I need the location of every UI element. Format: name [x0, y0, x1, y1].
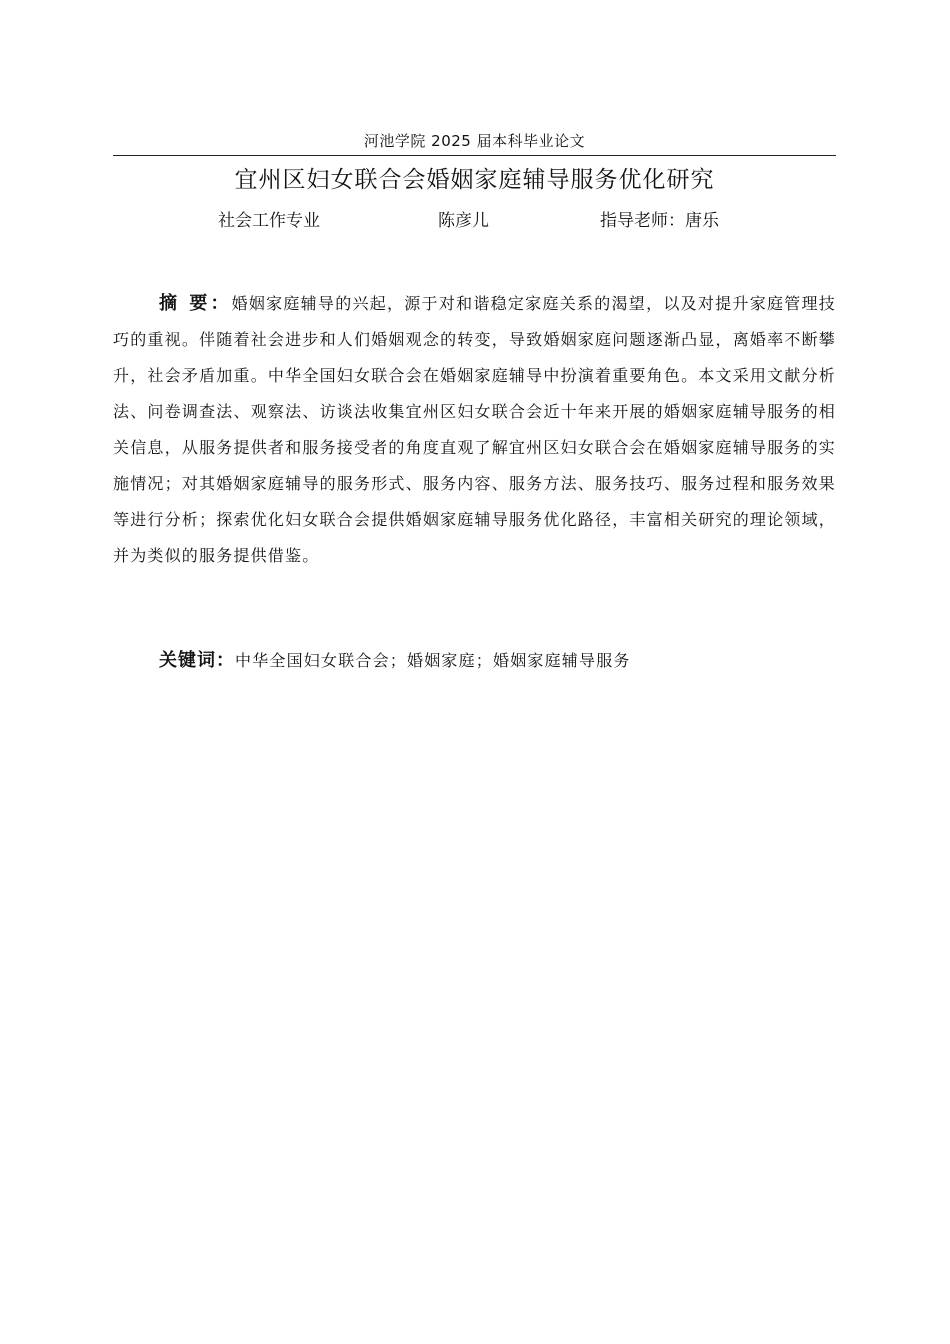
author-major: 社会工作专业 — [218, 211, 320, 231]
header-divider — [113, 155, 836, 156]
keywords-label: 关键词： — [159, 650, 235, 671]
abstract-paragraph — [113, 286, 836, 574]
keywords-line — [159, 646, 836, 676]
author-name: 陈彦儿 — [438, 211, 489, 231]
abstract-text: 婚姻家庭辅导的兴起，源于对和谐稳定家庭关系的渴望，以及对提升家庭管理技巧的重视。伴随着社会进步和人们婚姻观念的转变，导致婚姻家庭问题逐渐凸显，离婚率不断攀升，社会矛盾加重。中华全国妇女联合会在婚姻家庭辅导中扮演着重要角色。本文采用文献分析法、问卷调查法、观察法、访谈法收集宜州区妇女联合会近十年来开展的婚姻家庭辅导服务的相关信息，从服务提供者和服务接受者的角度直观了解宜州区妇女联合会在婚姻家庭辅导服务的实施情况；对其婚姻家庭辅导的服务形式、服务内容、服务方法、服务技巧、服务过程和服务效果等进行分析；探索优化妇女联合会提供婚姻家庭辅导服务优化路径，丰富相关研究的理论领域，并为类似的服务提供借鉴。 — [113, 294, 836, 565]
abstract-label: 摘 要： — [159, 293, 232, 314]
running-header: 河池学院 2025 届本科毕业论文 — [363, 132, 586, 150]
paper-title: 宜州区妇女联合会婚姻家庭辅导服务优化研究 — [234, 167, 715, 193]
keywords-text: 中华全国妇女联合会；婚姻家庭；婚姻家庭辅导服务 — [235, 651, 631, 670]
advisor-name: 指导老师：唐乐 — [600, 211, 719, 231]
